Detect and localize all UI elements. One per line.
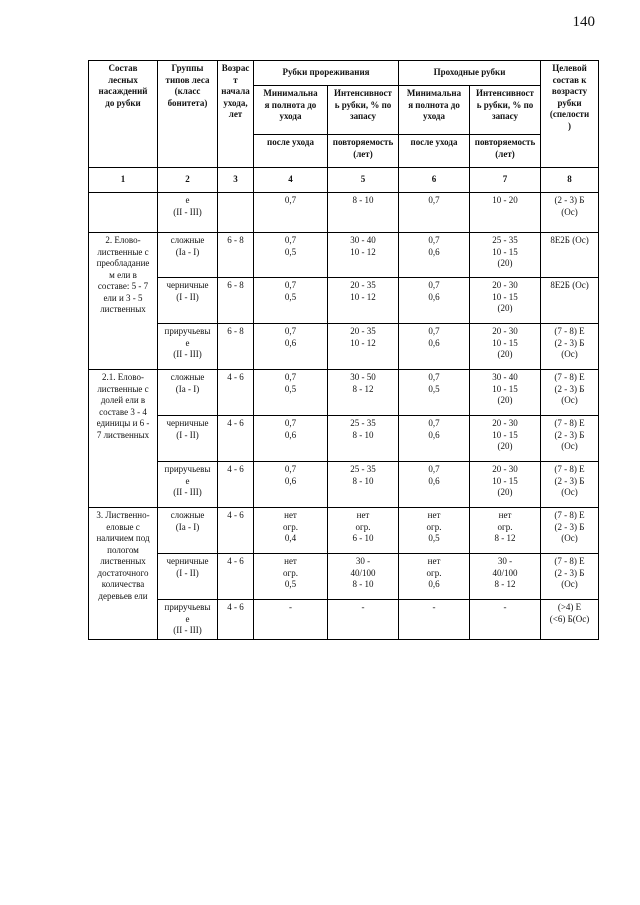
intensity-thin-cell: 20 - 35 10 - 12 [328, 278, 399, 324]
target-composition-cell: (7 - 8) Е (2 - 3) Б (Ос) [541, 416, 599, 462]
header-forest-groups: Группы типов леса (класс бонитета) [158, 61, 218, 168]
target-composition-cell: (>4) Е (<6) Б(Ос) [541, 600, 599, 640]
forest-group-cell: черничные (I - II) [158, 416, 218, 462]
header-intensity-pass: Интенсивност ь рубки, % по запасу [470, 86, 541, 135]
min-density-pass-cell: нет огр. 0,5 [399, 508, 470, 554]
target-composition-cell: (7 - 8) Е (2 - 3) Б (Ос) [541, 554, 599, 600]
table-row [89, 462, 599, 508]
min-density-pass-cell: 0,7 0,6 [399, 324, 470, 370]
min-density-pass-cell: 0,7 0,6 [399, 462, 470, 508]
start-age-cell: 4 - 6 [218, 600, 254, 640]
min-density-thin-cell: 0,7 [254, 193, 328, 233]
composition-cell: 2. Елово- лиственные с преобладание м ели в составе: 5 - 7 ели и 3 - 5 лиственных [89, 233, 158, 370]
intensity-thin-cell: - [328, 600, 399, 640]
table-row [89, 324, 599, 370]
header-repeat-pass: повторяемость (лет) [470, 135, 541, 168]
header-passage: Проходные рубки [399, 61, 541, 86]
column-number: 7 [470, 168, 541, 193]
header-repeat-thin: повторяемость (лет) [328, 135, 399, 168]
table-row [89, 600, 599, 640]
start-age-cell: 6 - 8 [218, 324, 254, 370]
table-row [89, 508, 599, 554]
min-density-pass-cell: 0,7 [399, 193, 470, 233]
intensity-pass-cell: 20 - 30 10 - 15 (20) [470, 416, 541, 462]
min-density-thin-cell: 0,7 0,6 [254, 324, 328, 370]
start-age-cell: 4 - 6 [218, 370, 254, 416]
min-density-pass-cell: - [399, 600, 470, 640]
forest-group-cell: черничные (I - II) [158, 278, 218, 324]
column-number: 2 [158, 168, 218, 193]
intensity-thin-cell: 20 - 35 10 - 12 [328, 324, 399, 370]
intensity-thin-cell: 30 - 40/100 8 - 10 [328, 554, 399, 600]
forest-group-cell: приручьевы е (II - III) [158, 600, 218, 640]
forest-group-cell: сложные (Ia - I) [158, 508, 218, 554]
target-composition-cell: (7 - 8) Е (2 - 3) Б (Ос) [541, 462, 599, 508]
min-density-thin-cell: 0,7 0,5 [254, 278, 328, 324]
header-thinning: Рубки прореживания [254, 61, 399, 86]
header-intensity-thin: Интенсивност ь рубки, % по запасу [328, 86, 399, 135]
forest-group-cell: сложные (Ia - I) [158, 370, 218, 416]
header-composition: Состав лесных насаждений до рубки [89, 61, 158, 168]
intensity-thin-cell: 8 - 10 [328, 193, 399, 233]
forest-group-cell: сложные (Ia - I) [158, 233, 218, 278]
intensity-pass-cell: 30 - 40/100 8 - 12 [470, 554, 541, 600]
start-age-cell: 6 - 8 [218, 278, 254, 324]
min-density-pass-cell: нет огр. 0,6 [399, 554, 470, 600]
start-age-cell: 4 - 6 [218, 462, 254, 508]
header-min-density-thin: Минимальна я полнота до ухода [254, 86, 328, 135]
start-age-cell [218, 193, 254, 233]
column-number: 4 [254, 168, 328, 193]
intensity-pass-cell: 20 - 30 10 - 15 (20) [470, 324, 541, 370]
table-row [89, 193, 599, 233]
intensity-pass-cell: 20 - 30 10 - 15 (20) [470, 278, 541, 324]
column-number: 1 [89, 168, 158, 193]
target-composition-cell: 8Е2Б (Ос) [541, 233, 599, 278]
header-target: Целевой состав к возрасту рубки (спелости ) [541, 61, 599, 168]
header-min-density-pass: Минимальна я полнота до ухода [399, 86, 470, 135]
intensity-pass-cell: 25 - 35 10 - 15 (20) [470, 233, 541, 278]
composition-cell: 2.1. Елово- лиственные с долей ели в составе 3 - 4 единицы и 6 - 7 лиственных [89, 370, 158, 508]
start-age-cell: 4 - 6 [218, 554, 254, 600]
intensity-pass-cell: - [470, 600, 541, 640]
table-row [89, 233, 599, 278]
column-number: 8 [541, 168, 599, 193]
start-age-cell: 6 - 8 [218, 233, 254, 278]
intensity-thin-cell: 25 - 35 8 - 10 [328, 462, 399, 508]
min-density-thin-cell: 0,7 0,5 [254, 233, 328, 278]
thinning-table [88, 60, 599, 640]
min-density-pass-cell: 0,7 0,6 [399, 416, 470, 462]
min-density-pass-cell: 0,7 0,6 [399, 233, 470, 278]
min-density-thin-cell: - [254, 600, 328, 640]
forest-group-cell: приручьевы е (II - III) [158, 462, 218, 508]
table-row [89, 416, 599, 462]
intensity-pass-cell: 20 - 30 10 - 15 (20) [470, 462, 541, 508]
forest-group-cell: приручьевы е (II - III) [158, 324, 218, 370]
forest-group-cell: черничные (I - II) [158, 554, 218, 600]
min-density-thin-cell: 0,7 0,6 [254, 416, 328, 462]
intensity-pass-cell: 30 - 40 10 - 15 (20) [470, 370, 541, 416]
header-start-age: Возрас т начала ухода, лет [218, 61, 254, 168]
min-density-pass-cell: 0,7 0,5 [399, 370, 470, 416]
column-number: 3 [218, 168, 254, 193]
column-number: 6 [399, 168, 470, 193]
start-age-cell: 4 - 6 [218, 508, 254, 554]
forest-group-cell: е (II - III) [158, 193, 218, 233]
header-after-care-thin: после ухода [254, 135, 328, 168]
min-density-thin-cell: нет огр. 0,4 [254, 508, 328, 554]
composition-cell: 3. Лиственно- еловые с наличием под пологом лиственных достаточного количества деревьев ели [89, 508, 158, 640]
target-composition-cell: (7 - 8) Е (2 - 3) Б (Ос) [541, 324, 599, 370]
target-composition-cell: (7 - 8) Е (2 - 3) Б (Ос) [541, 508, 599, 554]
page-number: 140 [572, 14, 595, 30]
min-density-thin-cell: 0,7 0,5 [254, 370, 328, 416]
target-composition-cell: 8Е2Б (Ос) [541, 278, 599, 324]
intensity-thin-cell: нет огр. 6 - 10 [328, 508, 399, 554]
target-composition-cell: (7 - 8) Е (2 - 3) Б (Ос) [541, 370, 599, 416]
intensity-pass-cell: 10 - 20 [470, 193, 541, 233]
intensity-thin-cell: 30 - 50 8 - 12 [328, 370, 399, 416]
intensity-thin-cell: 25 - 35 8 - 10 [328, 416, 399, 462]
min-density-thin-cell: нет огр. 0,5 [254, 554, 328, 600]
min-density-thin-cell: 0,7 0,6 [254, 462, 328, 508]
table-row [89, 370, 599, 416]
column-number: 5 [328, 168, 399, 193]
composition-cell [89, 193, 158, 233]
target-composition-cell: (2 - 3) Б (Ос) [541, 193, 599, 233]
table-row [89, 554, 599, 600]
min-density-pass-cell: 0,7 0,6 [399, 278, 470, 324]
intensity-thin-cell: 30 - 40 10 - 12 [328, 233, 399, 278]
start-age-cell: 4 - 6 [218, 416, 254, 462]
intensity-pass-cell: нет огр. 8 - 12 [470, 508, 541, 554]
header-after-care-pass: после ухода [399, 135, 470, 168]
table-row [89, 278, 599, 324]
